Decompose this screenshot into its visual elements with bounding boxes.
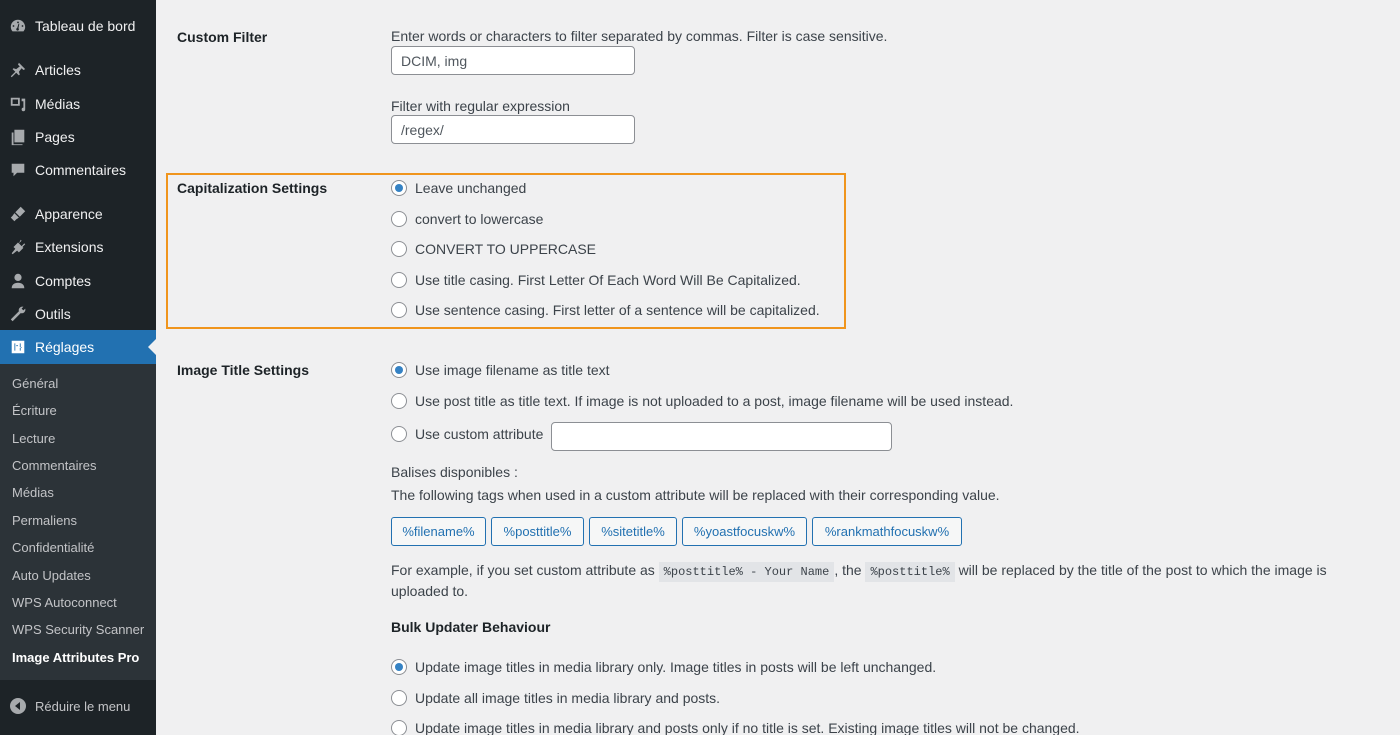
tags-description: The following tags when used in a custom attribute will be replaced with their corresponding value. [391,487,1000,503]
sidebar-item-label: Apparence [35,206,103,222]
example-text: For example, if you set custom attribute as %posttitle% - Your Name , the %posttitle% will be replaced by the title of the post to which the image is [391,562,1327,579]
radio-button[interactable] [391,659,407,675]
sidebar-item-tools[interactable] [0,297,156,331]
sidebar-item-label: Comptes [35,273,92,289]
bulk-option-if-no-title[interactable]: Update image titles in media library and posts only if no title is set. Existing image titles will not be changed. [391,718,1080,735]
sidebar-item-articles[interactable] [0,53,156,87]
title-option-post-title[interactable]: Use post title as title text. If image is not uploaded to a post, image filename will be used instead. [391,391,1013,411]
regex-filter-input[interactable] [391,115,635,144]
sidebar-item-appearance[interactable] [0,197,156,231]
title-option-filename[interactable]: Use image filename as title text [391,360,610,380]
tag-rankmathfocuskw-button[interactable]: %rankmathfocuskw% [812,517,962,546]
sidebar-item-label: Articles [35,62,81,78]
settings-content [156,0,1400,735]
bulk-option-media-only[interactable]: Update image titles in media library only. Image titles in posts will be left unchanged. [391,657,936,677]
tag-sitetitle-button[interactable]: %sitetitle% [589,517,677,546]
cap-option-uppercase[interactable]: CONVERT TO UPPERCASE [391,239,596,259]
collapse-menu-button[interactable] [0,690,156,722]
submenu-auto-updates[interactable]: Auto Updates [12,568,91,583]
submenu-media[interactable]: Médias [12,485,54,500]
cap-option-lowercase[interactable]: convert to lowercase [391,209,543,229]
sidebar-item-comments[interactable] [0,153,156,187]
sidebar-item-label: Réglages [35,339,95,355]
sidebar-item-settings[interactable] [0,330,156,364]
radio-button[interactable] [391,426,407,442]
custom-attribute-input[interactable] [551,422,892,451]
sidebar-item-pages[interactable] [0,120,156,154]
submenu-privacy[interactable]: Confidentialité [12,540,95,555]
bulk-option-all[interactable]: Update all image titles in media library and posts. [391,688,720,708]
bulk-updater-heading: Bulk Updater Behaviour [391,619,551,635]
submenu-wps-security-scanner[interactable]: WPS Security Scanner [12,622,145,637]
settings-icon [0,338,35,356]
sidebar-item-label: Extensions [35,239,104,255]
sidebar-item-label: Commentaires [35,162,127,178]
submenu-comments[interactable]: Commentaires [12,458,97,473]
pages-icon [0,128,35,146]
wrench-icon [0,305,35,323]
user-icon [0,272,35,290]
example-code-posttitle: %posttitle% [865,562,954,582]
title-option-custom-attribute[interactable]: Use custom attribute [391,424,543,444]
cap-option-title-case[interactable]: Use title casing. First Letter Of Each Word Will Be Capitalized. [391,270,801,290]
dashboard-icon [0,17,35,35]
sidebar-item-dashboard[interactable] [0,9,156,43]
tag-yoastfocuskw-button[interactable]: %yoastfocuskw% [682,517,807,546]
cap-option-sentence-case[interactable]: Use sentence casing. First letter of a sentence will be capitalized. [391,300,820,320]
admin-sidebar [0,0,156,735]
radio-button[interactable] [391,720,407,735]
filter-words-input[interactable] [391,46,635,75]
media-icon [0,95,35,113]
cap-option-leave-unchanged[interactable]: Leave unchanged [391,178,526,198]
tag-filename-button[interactable]: %filename% [391,517,486,546]
submenu-general[interactable]: Général [12,376,59,391]
settings-submenu [0,364,156,680]
sidebar-item-label: Pages [35,129,75,145]
pin-icon [0,61,35,79]
radio-button[interactable] [391,180,407,196]
available-tags-heading: Balises disponibles : [391,464,518,480]
submenu-reading[interactable]: Lecture [12,431,56,446]
submenu-wps-autoconnect[interactable]: WPS Autoconnect [12,595,117,610]
radio-button[interactable] [391,393,407,409]
collapse-menu-label: Réduire le menu [35,698,131,714]
collapse-arrow-icon [0,698,35,714]
example-code-custom: %posttitle% - Your Name [659,562,835,582]
radio-button[interactable] [391,241,407,257]
radio-button[interactable] [391,690,407,706]
example-text-line2: uploaded to. [391,583,469,599]
submenu-writing[interactable]: Écriture [12,403,57,418]
radio-button[interactable] [391,362,407,378]
sidebar-item-extensions[interactable] [0,230,156,264]
sidebar-item-label: Médias [35,96,81,112]
radio-button[interactable] [391,302,407,318]
sidebar-item-label: Outils [35,306,71,322]
plugin-icon [0,238,35,256]
sidebar-item-medias[interactable] [0,87,156,121]
submenu-permalinks[interactable]: Permaliens [12,513,78,528]
capitalization-settings-label: Capitalization Settings [177,180,328,196]
custom-filter-label: Custom Filter [177,29,268,45]
submenu-image-attributes-pro[interactable]: Image Attributes Pro [12,650,140,665]
comment-icon [0,161,35,179]
image-title-settings-label: Image Title Settings [177,362,309,378]
radio-button[interactable] [391,272,407,288]
regex-filter-label: Filter with regular expression [391,98,570,114]
custom-filter-description: Enter words or characters to filter separated by commas. Filter is case sensitive. [391,28,888,44]
sidebar-item-users[interactable] [0,264,156,298]
paintbrush-icon [0,205,35,223]
sidebar-item-label: Tableau de bord [35,18,136,34]
radio-button[interactable] [391,211,407,227]
tag-posttitle-button[interactable]: %posttitle% [491,517,584,546]
